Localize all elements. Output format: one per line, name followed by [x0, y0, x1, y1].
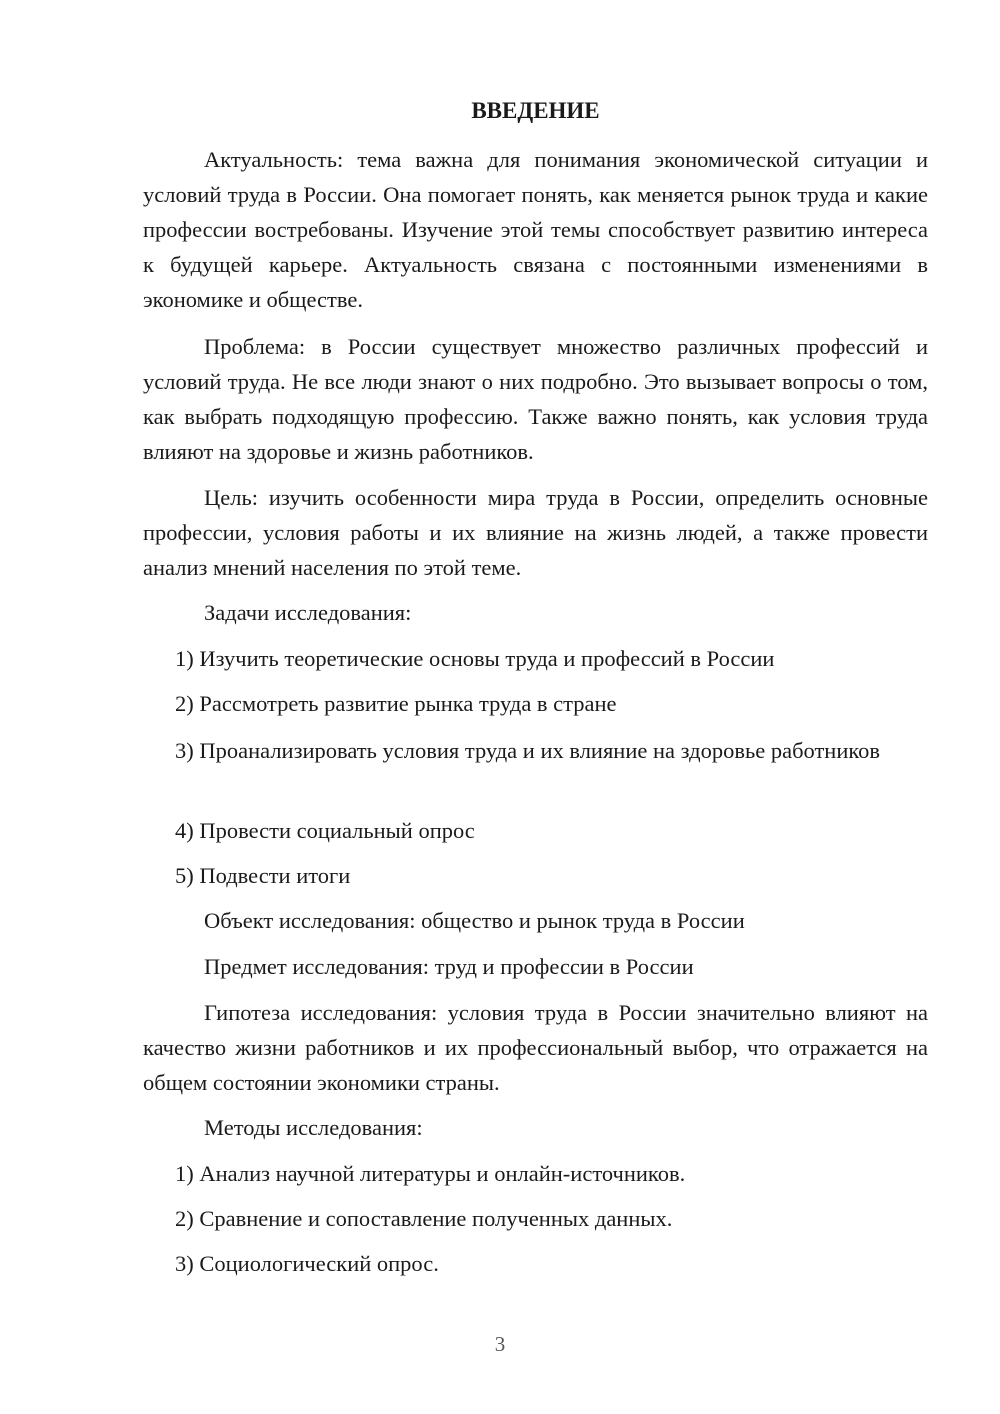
task-item-4: 4) Провести социальный опрос	[175, 818, 475, 843]
subject-paragraph: Предмет исследования: труд и профессии в России	[204, 954, 694, 979]
object-paragraph: Объект исследования: общество и рынок труда в России	[204, 908, 745, 933]
method-item-1: 1) Анализ научной литературы и онлайн-источников.	[175, 1161, 686, 1186]
method-item-2: 2) Сравнение и сопоставление полученных данных.	[175, 1206, 673, 1231]
task-item-1: 1) Изучить теоретические основы труда и профессий в России	[175, 646, 775, 671]
problem-paragraph: Проблема: в России существует множество различных профессий и условий труда. Не все люди знают о них подробно. Это вызывает вопросы о том, как выбрать подходящую профессию. Также важно понять, как условия труда влияют на здоровье и жизнь работников.	[143, 334, 928, 464]
section-title: ВВЕДЕНИЕ	[471, 98, 600, 123]
task-item-3: 3) Проанализировать условия труда и их влияние на здоровье работников	[175, 738, 881, 763]
goal-paragraph: Цель: изучить особенности мира труда в России, определить основные профессии, условия работы и их влияние на жизнь людей, а также провести анализ мнений населения по этой теме.	[143, 485, 928, 580]
method-item-3: 3) Социологический опрос.	[175, 1251, 439, 1276]
methods-heading: Методы исследования:	[204, 1115, 423, 1140]
tasks-heading: Задачи исследования:	[204, 600, 412, 625]
relevance-paragraph: Актуальность: тема важна для понимания экономической ситуации и условий труда в России. Она помогает понять, как меняется рынок труда и какие профессии востребованы. Изучение этой темы способствует развитию интереса к будущей карьере. Актуальность связана с постоянными изменениями в экономике и обществе.	[143, 147, 928, 312]
task-item-2: 2) Рассмотреть развитие рынка труда в стране	[175, 691, 617, 716]
task-item-5: 5) Подвести итоги	[175, 863, 351, 888]
hypothesis-paragraph: Гипотеза исследования: условия труда в России значительно влияют на качество жизни работников и их профессиональный выбор, что отражается на общем состоянии экономики страны.	[143, 1000, 928, 1095]
page-number: 3	[494, 1332, 506, 1356]
